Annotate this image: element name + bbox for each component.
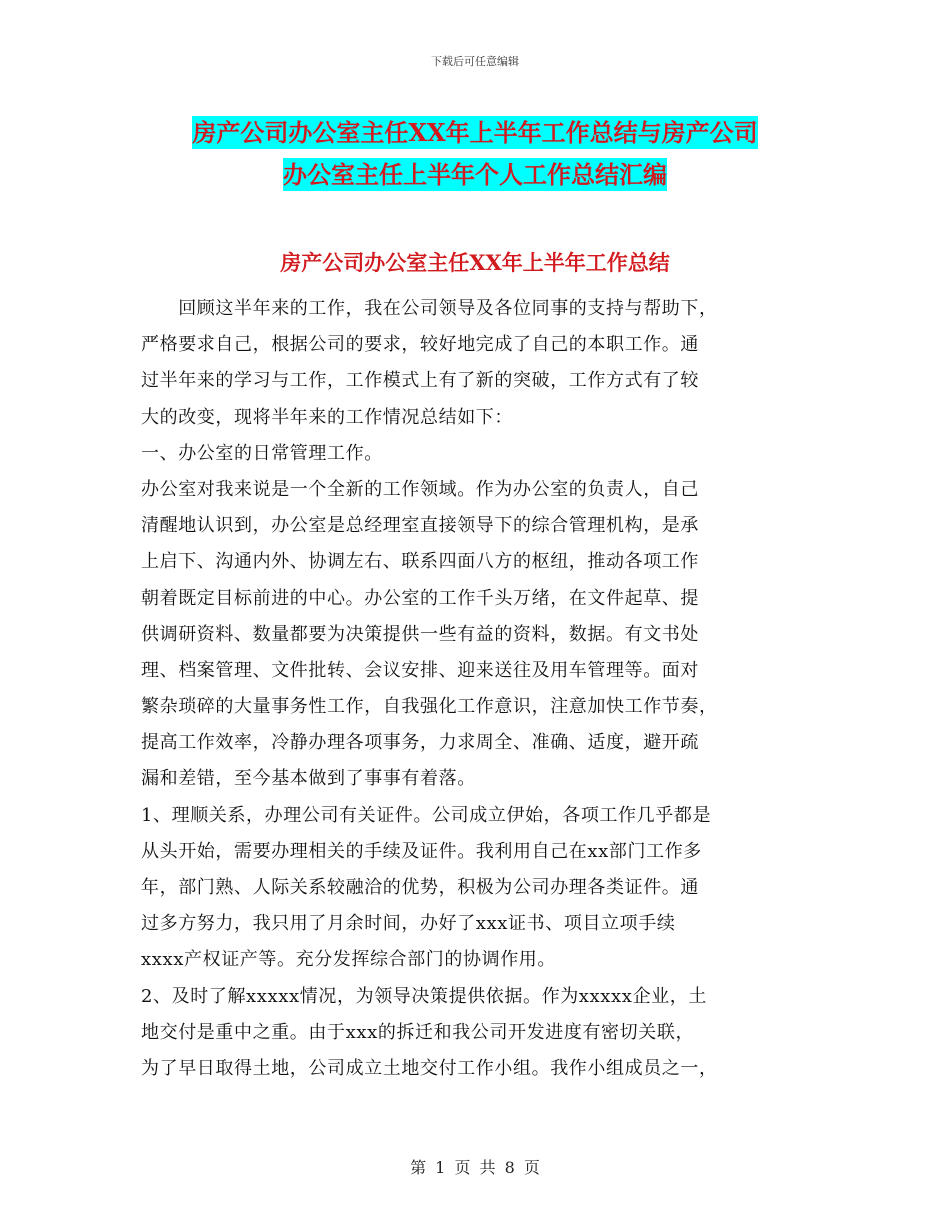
body-line: 过多方努力，我只用了月余时间，办好了xxx证书、项目立项手续 bbox=[141, 913, 676, 935]
body-line: 办公室对我来说是一个全新的工作领域。作为办公室的负责人，自己 bbox=[141, 478, 699, 500]
body-line: 回顾这半年来的工作，我在公司领导及各位同事的支持与帮助下， bbox=[141, 298, 718, 319]
body-line: 清醒地认识到，办公室是总经理室直接领导下的综合管理机构，是承 bbox=[141, 515, 699, 537]
body-line: 2、及时了解xxxxx情况，为领导决策提供依据。作为xxxxx企业，土 bbox=[141, 985, 707, 1007]
body-line: 理、档案管理、文件批转、会议安排、迎来送往及用车管理等。面对 bbox=[141, 659, 699, 681]
body-line: 供调研资料、数量都要为决策提供一些有益的资料，数据。有文书处 bbox=[141, 623, 699, 645]
document-title bbox=[0, 112, 950, 196]
body-line: 上启下、沟通内外、协调左右、联系四面八方的枢纽，推动各项工作 bbox=[141, 551, 699, 573]
body-line: 漏和差错，至今基本做到了事事有着落。 bbox=[141, 768, 476, 790]
title-line-1: 房产公司办公室主任XX年上半年工作总结与房产公司 bbox=[192, 118, 758, 147]
body-line: 严格要求自己，根据公司的要求，较好地完成了自己的本职工作。通 bbox=[141, 334, 699, 356]
body-line: 过半年来的学习与工作，工作模式上有了新的突破，工作方式有了较 bbox=[141, 370, 699, 392]
section-title: 房产公司办公室主任XX年上半年工作总结 bbox=[280, 250, 670, 275]
body-text bbox=[141, 291, 813, 1087]
body-line: 繁杂琐碎的大量事务性工作，自我强化工作意识，注意加快工作节奏， bbox=[141, 696, 718, 718]
body-line: 1、理顺关系，办理公司有关证件。公司成立伊始，各项工作几乎都是 bbox=[141, 804, 712, 826]
body-line: 大的改变，现将半年来的工作情况总结如下： bbox=[141, 406, 513, 428]
body-line: 从头开始，需要办理相关的手续及证件。我利用自己在xx部门工作多 bbox=[141, 840, 702, 862]
body-line: 年，部门熟、人际关系较融洽的优势，积极为公司办理各类证件。通 bbox=[141, 877, 699, 898]
page-footer: 第 1 页 共 8 页 bbox=[410, 1158, 540, 1177]
body-line: 朝着既定目标前进的中心。办公室的工作千头万绪，在文件起草、提 bbox=[141, 587, 699, 609]
body-line: 地交付是重中之重。由于xxx的拆迁和我公司开发进度有密切关联， bbox=[141, 1021, 695, 1043]
header-note: 下载后可任意编辑 bbox=[431, 55, 519, 68]
body-line: 一、办公室的日常管理工作。 bbox=[141, 442, 383, 464]
title-line-2: 办公室主任上半年个人工作总结汇编 bbox=[283, 160, 667, 189]
body-line: xxxx产权证产等。充分发挥综合部门的协调作用。 bbox=[141, 949, 557, 971]
body-line: 提高工作效率，冷静办理各项事务，力求周全、准确、适度，避开疏 bbox=[141, 732, 699, 754]
body-line: 为了早日取得土地，公司成立土地交付工作小组。我作小组成员之一， bbox=[141, 1057, 718, 1079]
